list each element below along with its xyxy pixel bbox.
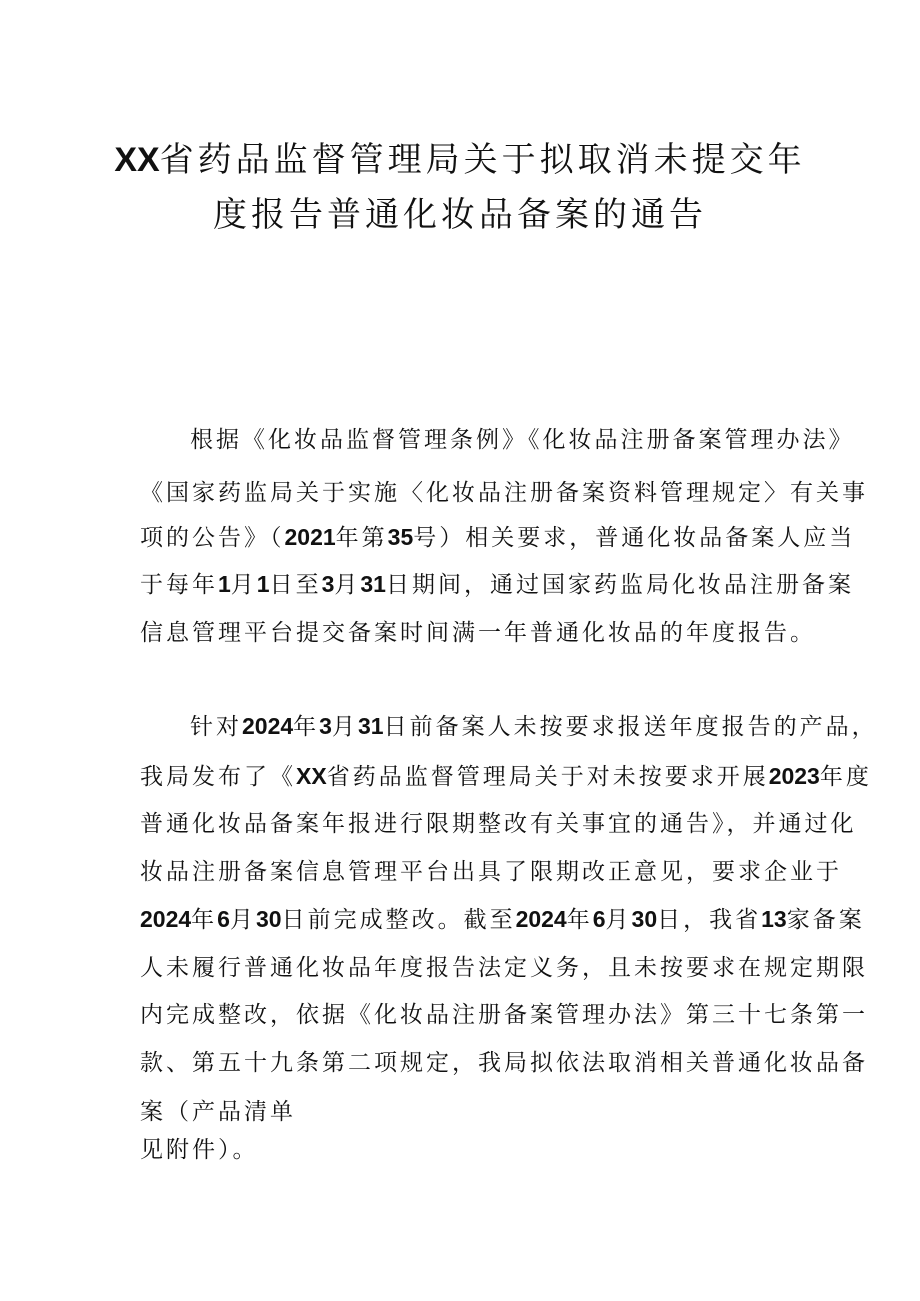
document-title-line-2: 度报告普通化妆品备案的通告 [213, 195, 707, 235]
paragraph-2-line-6: 人未履行普通化妆品年度报告法定义务，且未按要求在规定期限 [140, 955, 868, 981]
paragraph-2-line-9: 案（产品清单 [140, 1099, 296, 1125]
paragraph-2-line-8: 款、第五十九条第二项规定，我局拟依法取消相关普通化妆品备 [140, 1050, 868, 1076]
paragraph-2-line-7: 内完成整改，依据《化妆品注册备案管理办法》第三十七条第一 [140, 1002, 868, 1028]
paragraph-1-line-5: 信息管理平台提交备案时间满一年普通化妆品的年度报告。 [140, 620, 816, 646]
paragraph-2-line-10: 见附件）。 [140, 1137, 259, 1163]
paragraph-1-line-4: 于每年1月1日至3月31日期间，通过国家药监局化妆品注册备案 [140, 571, 854, 598]
paragraph-1-line-2: 《国家药监局关于实施〈化妆品注册备案资料管理规定〉有关事 [140, 480, 868, 506]
paragraph-2-line-1: 针对2024年3月31日前备案人未按要求报送年度报告的产品， [190, 713, 878, 740]
paragraph-1-line-3: 项的公告》（2021年第35号）相关要求，普通化妆品备案人应当 [140, 524, 856, 551]
paragraph-1-line-1: 根据《化妆品监督管理条例》《化妆品注册备案管理办法》 [190, 427, 855, 453]
paragraph-2-line-2: 我局发布了《XX省药品监督管理局关于对未按要求开展2023年度 [140, 763, 872, 790]
paragraph-2-line-5: 2024年6月30日前完成整改。截至2024年6月30日，我省13家备案 [140, 906, 865, 933]
document-title-line-1: XX省药品监督管理局关于拟取消未提交年 [114, 140, 806, 180]
paragraph-2-line-3: 普通化妆品备案年报进行限期整改有关事宜的通告》，并通过化 [140, 811, 857, 837]
paragraph-2-line-4: 妆品注册备案信息管理平台出具了限期改正意见，要求企业于 [140, 859, 842, 885]
